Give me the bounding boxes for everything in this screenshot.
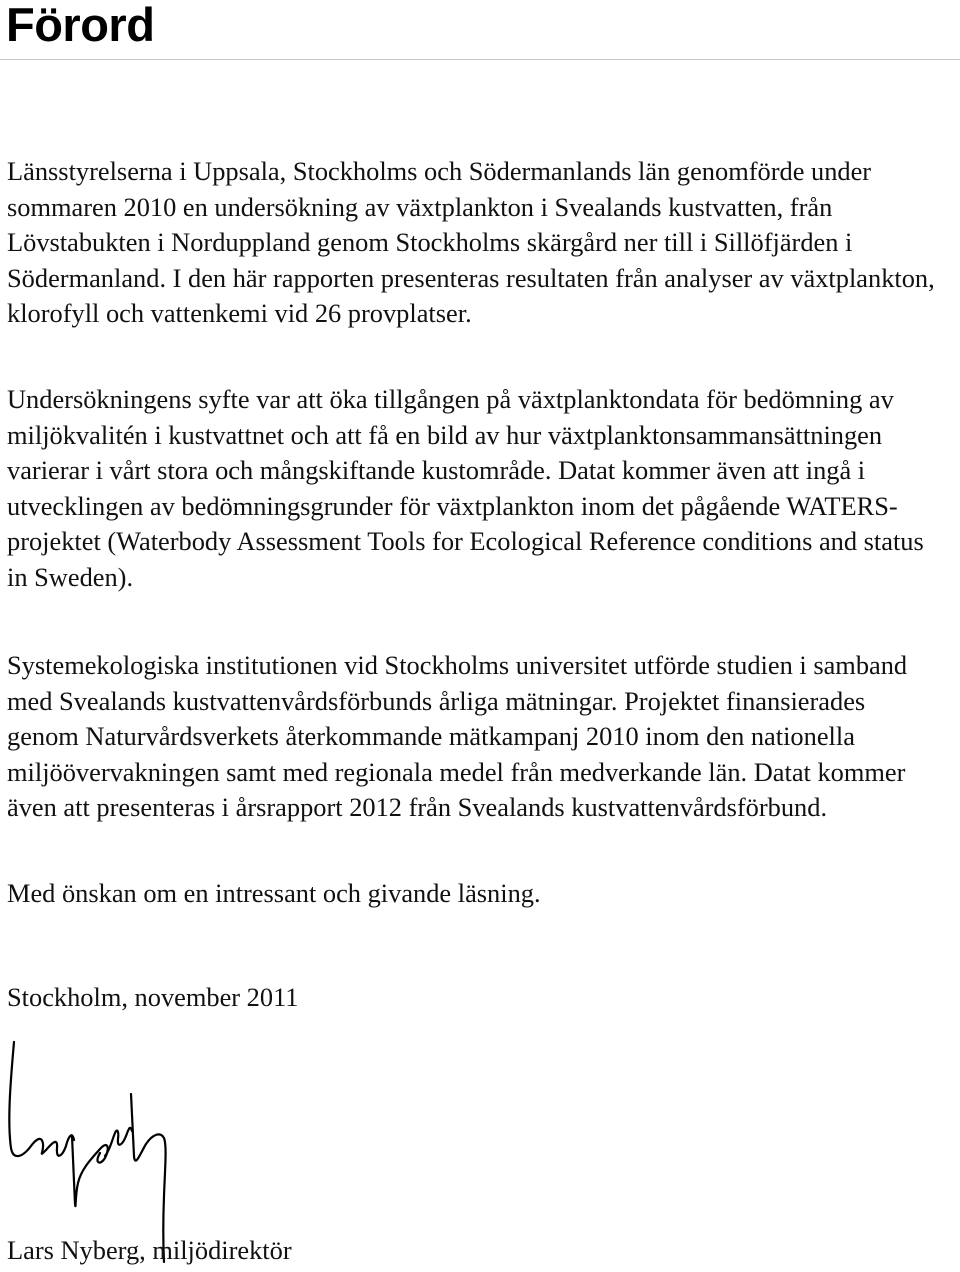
page-title: Förord	[6, 0, 155, 51]
title-divider	[0, 59, 960, 60]
paragraph-closing: Med önskan om en intressant och givande läsning.	[7, 878, 541, 908]
place-and-date: Stockholm, november 2011	[7, 982, 299, 1012]
paragraph-intro: Länsstyrelserna i Uppsala, Stockholms och Södermanlands län genomförde under sommaren 2010 en undersökning av växtplankton i Svealands kustvatten, från Lövstabukten i Norduppland genom Stockholms skärgård ner till i Sillöfjärden i Södermanland. I den här rapporten presenteras resultaten från analyser av växtplankton, klorofyll och vattenkemi vid 26 provplatser.	[7, 156, 935, 328]
paragraph-purpose: Undersökningens syfte var att öka tillgången på växtplanktondata för bedömning av miljökvalitén i kustvattnet och att få en bild av hur växtplanktonsammansättningen varierar i vårt stora och mångskiftande kustområde. Datat kommer även att ingå i utvecklingen av bedömningsgrunder för växtplankton inom det pågående WATERS-projektet (Waterbody Assessment Tools for Ecological Reference conditions and status in Sweden).	[7, 384, 924, 592]
handwritten-signature	[2, 1036, 182, 1266]
paragraph-funding: Systemekologiska institutionen vid Stockholms universitet utförde studien i samband med Svealands kustvattenvårdsförbunds årliga mätningar. Projektet finansierades genom Naturvårdsverkets återkommande mätkampanj 2010 inom den nationella miljöövervakningen samt med regionala medel från medverkande län. Datat kommer även att presenteras i årsrapport 2012 från Svealands kustvattenvårdsförbund.	[7, 650, 908, 822]
signer-name: Lars Nyberg, miljödirektör	[7, 1235, 292, 1265]
